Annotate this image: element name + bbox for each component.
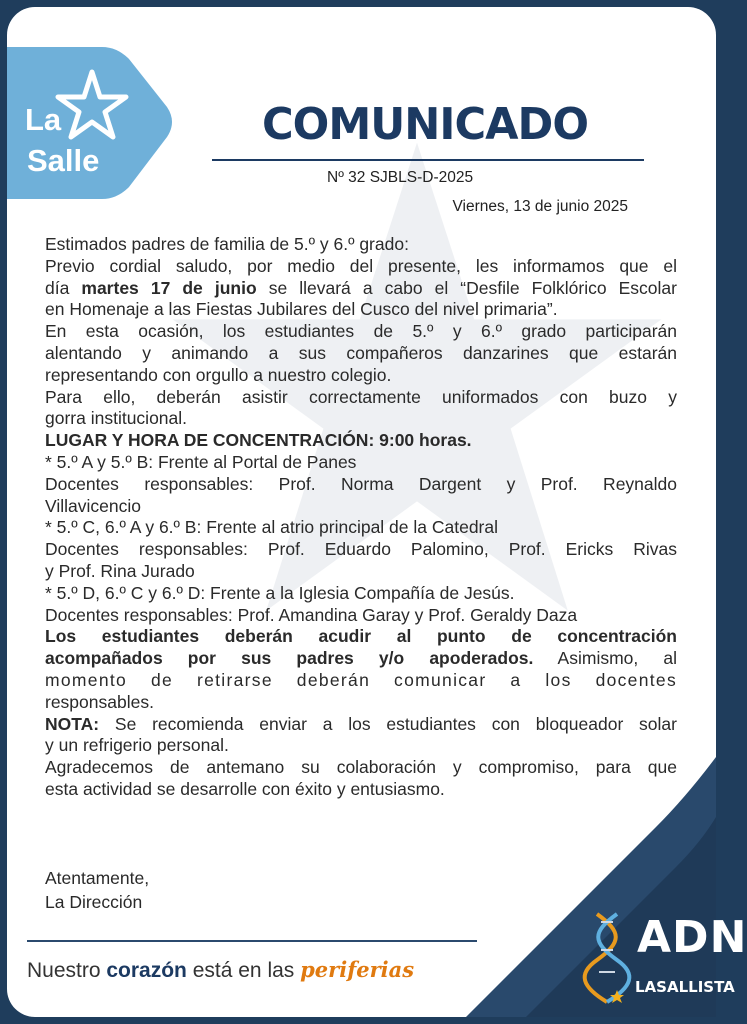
- paragraph-line: responsables.: [45, 691, 154, 712]
- group-teachers: Docentes responsables: Prof. Eduardo Palomino, Prof. Ericks Rivas: [45, 539, 677, 560]
- closing: [45, 866, 149, 914]
- paragraph-line: día martes 17 de junio se llevará a cabo el “Desfile Folklórico Escolar: [45, 277, 677, 298]
- paragraph-line: Previo cordial saludo, por medio del presente, les informamos que el: [45, 255, 677, 276]
- adn-wordmark: ADN: [637, 912, 747, 963]
- paragraph-line: Los estudiantes deberán acudir al punto de concentración: [45, 626, 677, 647]
- la-salle-logo: [7, 47, 177, 217]
- section-heading: LUGAR Y HORA DE CONCENTRACIÓN: 9:00 horas.: [45, 430, 472, 451]
- page-title: COMUNICADO: [261, 99, 589, 150]
- paragraph-line: Agradecemos de antemano su colaboración y compromiso, para que: [45, 757, 677, 778]
- group-teachers: Villavicencio: [45, 495, 141, 516]
- note-label: NOTA:: [45, 713, 100, 734]
- group-teachers: Docentes responsables: Prof. Norma Dargent y Prof. Reynaldo: [45, 473, 677, 494]
- dna-helix-icon: [587, 912, 627, 1007]
- logo-text-salle: Salle: [27, 143, 100, 178]
- reference-number: Nº 32 SJBLS-D-2025: [327, 169, 474, 186]
- title-underline: [212, 159, 644, 161]
- paragraph-line: momento de retirarse deberán comunicar a los docentes: [45, 669, 677, 690]
- paragraph-line: en Homenaje a las Fiestas Jubilares del Cusco del nivel primaria”.: [45, 299, 558, 320]
- closing-line: Atentamente,: [45, 868, 150, 888]
- group-teachers: y Prof. Rina Jurado: [45, 560, 195, 581]
- group-location: * 5.º A y 5.º B: Frente al Portal de Panes: [45, 451, 357, 472]
- adn-lasallista-logo: [585, 912, 747, 1012]
- paragraph-line: acompañados por sus padres y/o apoderados. Asimismo, al: [45, 648, 677, 669]
- group-location: * 5.º D, 6.º C y 6.º D: Frente a la Iglesia Compañía de Jesús.: [45, 582, 515, 603]
- letter-body: [45, 234, 677, 801]
- document-page: [7, 7, 747, 1017]
- adn-subtitle: LASALLISTA: [635, 978, 735, 996]
- paragraph-line: En esta ocasión, los estudiantes de 5.º y 6.º grado participarán: [45, 321, 677, 342]
- note-line: y un refrigerio personal.: [45, 735, 229, 756]
- group-teachers: Docentes responsables: Prof. Amandina Garay y Prof. Geraldy Daza: [45, 604, 578, 625]
- note-line: NOTA: Se recomienda enviar a los estudiantes con bloqueador solar: [45, 713, 677, 734]
- paragraph-line: representando con orgullo a nuestro colegio.: [45, 364, 392, 385]
- group-location: * 5.º C, 6.º A y 6.º B: Frente al atrio principal de la Catedral: [45, 517, 499, 538]
- paragraph-line: Para ello, deberán asistir correctamente uniformados con buzo y: [45, 386, 677, 407]
- event-date: martes 17 de junio: [81, 277, 257, 298]
- paragraph-line: esta actividad se desarrolle con éxito y entusiasmo.: [45, 778, 445, 799]
- logo-text-la: La: [25, 102, 62, 137]
- signature-line: La Dirección: [45, 892, 143, 912]
- greeting: Estimados padres de familia de 5.º y 6.º grado:: [45, 234, 409, 254]
- paragraph-line: gorra institucional.: [45, 408, 188, 429]
- footer-divider: [27, 940, 477, 942]
- motto: Nuestro corazón está en las periferias: [27, 957, 415, 982]
- document-date: Viernes, 13 de junio 2025: [452, 198, 628, 215]
- paragraph-line: alentando y animando a sus compañeros danzarines que estarán: [45, 342, 677, 363]
